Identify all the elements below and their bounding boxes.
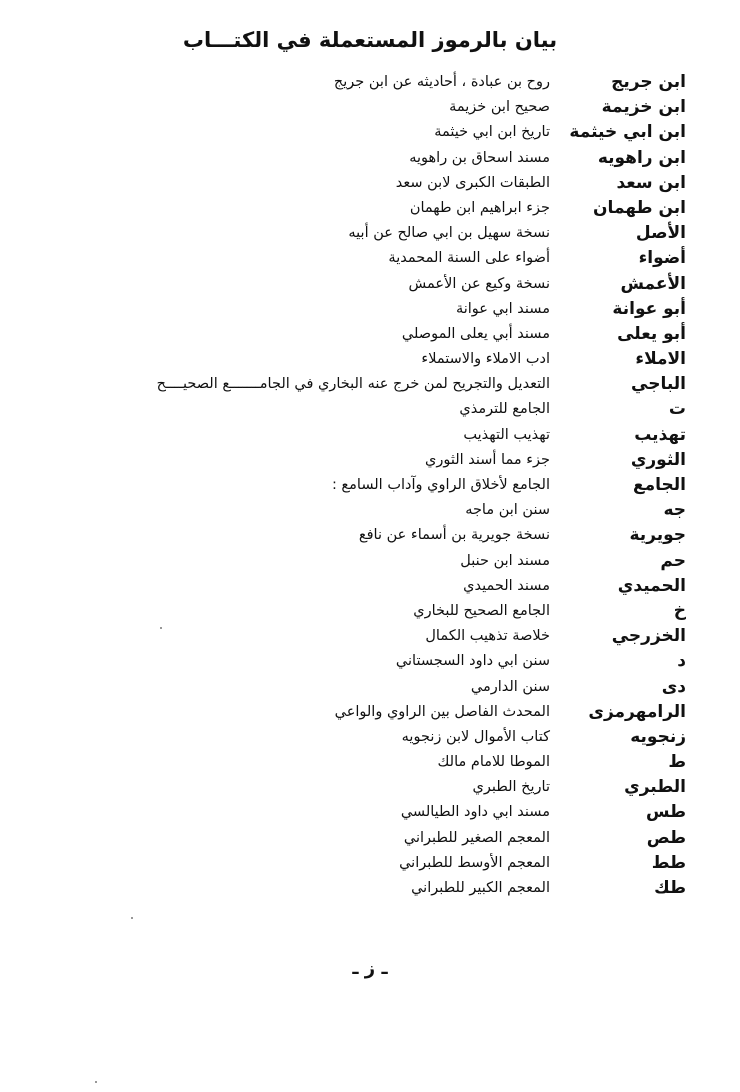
entry-description: سنن ابي داود السجستاني — [395, 653, 550, 670]
entry-abbreviation: خ — [673, 600, 686, 621]
abbreviation-entry — [60, 322, 686, 347]
entry-abbreviation: زنجويه — [630, 726, 686, 747]
entry-description: تاريخ ابن ابي خيثمة — [434, 124, 550, 141]
entry-abbreviation: الحميدي — [617, 575, 686, 596]
entry-description: نسخة سهيل بن ابي صالح عن أبيه — [348, 225, 550, 242]
entry-abbreviation: ت — [668, 399, 686, 420]
entry-description: الموطا للامام مالك — [437, 754, 550, 771]
entry-abbreviation: أبو عوانة — [612, 298, 686, 319]
entry-abbreviation: الأصل — [635, 223, 686, 244]
page-number: ـ ز ـ — [352, 958, 388, 979]
entry-description: المعجم الأوسط للطبراني — [399, 854, 550, 871]
entry-description: خلاصة تذهيب الكمال — [425, 628, 550, 645]
entry-description: مسند ابي عوانة — [455, 300, 550, 317]
entry-abbreviation: أضواء — [638, 248, 686, 269]
entry-abbreviation: ابن خزيمة — [601, 97, 686, 118]
entry-description: مسند ابن حنبل — [460, 552, 550, 569]
abbreviation-entry — [60, 347, 686, 372]
abbreviation-entry — [60, 826, 686, 851]
entry-abbreviation: طك — [654, 878, 686, 898]
entry-abbreviation: طس — [645, 802, 686, 823]
abbreviation-entry — [60, 649, 686, 674]
entry-description: روح بن عبادة ، أحاديثه عن ابن جريج — [333, 74, 550, 90]
entry-abbreviation: ابن سعد — [616, 172, 686, 193]
entry-description: مسند الحميدي — [463, 577, 550, 594]
abbreviation-entry — [60, 120, 686, 145]
abbreviation-entry — [60, 397, 686, 422]
abbreviation-entry — [60, 675, 686, 700]
abbreviation-entry — [60, 423, 686, 448]
abbreviation-list — [60, 70, 686, 901]
entry-description: مسند اسحاق بن راهويه — [409, 149, 550, 166]
entry-abbreviation: طص — [646, 827, 686, 848]
entry-description: تاريخ الطبري — [472, 779, 550, 796]
entry-abbreviation: الخزرجي — [611, 626, 686, 647]
abbreviation-entry — [60, 800, 686, 825]
abbreviation-entry — [60, 246, 686, 271]
entry-description: التعديل والتجريح لمن خرج عنه البخاري في الجامـــــــع الصحيــــح — [156, 376, 550, 393]
scan-speck — [160, 627, 162, 629]
entry-description: الجامع لأخلاق الراوي وآداب السامع : — [331, 477, 550, 493]
entry-abbreviation: ابن جريج — [611, 72, 686, 92]
entry-description: نسخة جويرية بن أسماء عن نافع — [358, 527, 550, 544]
abbreviation-entry — [60, 498, 686, 523]
abbreviation-entry — [60, 851, 686, 876]
abbreviation-entry — [60, 171, 686, 196]
entry-abbreviation: ابن طهمان — [593, 197, 686, 218]
entry-abbreviation: الثوري — [630, 449, 686, 470]
abbreviation-entry — [60, 775, 686, 800]
abbreviation-entry — [60, 448, 686, 473]
entry-description: سنن الدارمي — [470, 678, 550, 695]
entry-description: تهذيب التهذيب — [463, 426, 550, 443]
abbreviation-entry — [60, 196, 686, 221]
scan-speck — [131, 917, 133, 919]
entry-abbreviation: الجامع — [633, 475, 686, 495]
entry-description: سنن ابن ماجه — [465, 502, 550, 519]
abbreviation-entry — [60, 473, 686, 498]
entry-abbreviation: جه — [663, 500, 686, 521]
entry-abbreviation: طط — [651, 852, 686, 873]
entry-description: صحيح ابن خزيمة — [449, 99, 550, 116]
entry-abbreviation: ط — [668, 752, 686, 773]
entry-description: المحدث الفاصل بين الراوي والواعي — [334, 703, 550, 720]
abbreviation-entry — [60, 574, 686, 599]
abbreviation-entry — [60, 750, 686, 775]
entry-abbreviation: ابن راهويه — [597, 147, 686, 168]
entry-abbreviation: الطبري — [624, 777, 686, 798]
entry-abbreviation: حم — [660, 550, 686, 571]
entry-description: كتاب الأموال لابن زنجويه — [401, 728, 550, 745]
abbreviation-entry — [60, 221, 686, 246]
entry-description: الجامع للترمذي — [459, 401, 550, 418]
entry-abbreviation: جويرية — [629, 525, 686, 546]
abbreviation-entry — [60, 146, 686, 171]
abbreviation-entry — [60, 272, 686, 297]
entry-description: جزء ابراهيم ابن طهمان — [409, 199, 550, 216]
page-title: بيان بالرموز المستعملة في الكتـــاب — [182, 28, 558, 52]
abbreviation-entry — [60, 624, 686, 649]
entry-description: المعجم الكبير للطبراني — [411, 880, 550, 896]
entry-abbreviation: الباجي — [631, 374, 686, 395]
entry-description: المعجم الصغير للطبراني — [403, 829, 550, 846]
entry-abbreviation: الأعمش — [620, 273, 686, 294]
entry-abbreviation: تهذيب — [634, 424, 686, 445]
abbreviation-entry — [60, 725, 686, 750]
entry-abbreviation: ابن ابي خيثمة — [569, 122, 686, 143]
entry-abbreviation: د — [677, 651, 686, 672]
entry-description: نسخة وكيع عن الأعمش — [408, 275, 550, 292]
abbreviation-entry — [60, 599, 686, 624]
abbreviation-entry — [60, 549, 686, 574]
abbreviation-entry — [60, 700, 686, 725]
abbreviation-entry — [60, 297, 686, 322]
entry-description: الجامع الصحيح للبخاري — [413, 602, 550, 619]
entry-description: جزء مما أسند الثوري — [424, 451, 550, 468]
scan-speck — [95, 1081, 97, 1083]
entry-description: مسند ابي داود الطيالسي — [400, 804, 550, 821]
abbreviation-entry — [60, 523, 686, 548]
entry-description: مسند أبي يعلى الموصلي — [401, 325, 550, 342]
entry-abbreviation: أبو يعلى — [617, 323, 686, 344]
abbreviation-entry — [60, 876, 686, 901]
entry-abbreviation: دى — [661, 676, 686, 697]
entry-description: ادب الاملاء والاستملاء — [421, 351, 550, 368]
abbreviation-entry — [60, 372, 686, 397]
abbreviation-entry — [60, 95, 686, 120]
entry-description: الطبقات الكبرى لابن سعد — [395, 174, 550, 191]
abbreviation-entry — [60, 70, 686, 95]
entry-abbreviation: الرامهرمزى — [588, 701, 686, 722]
entry-abbreviation: الاملاء — [635, 349, 686, 370]
entry-description: أضواء على السنة المحمدية — [388, 250, 550, 267]
